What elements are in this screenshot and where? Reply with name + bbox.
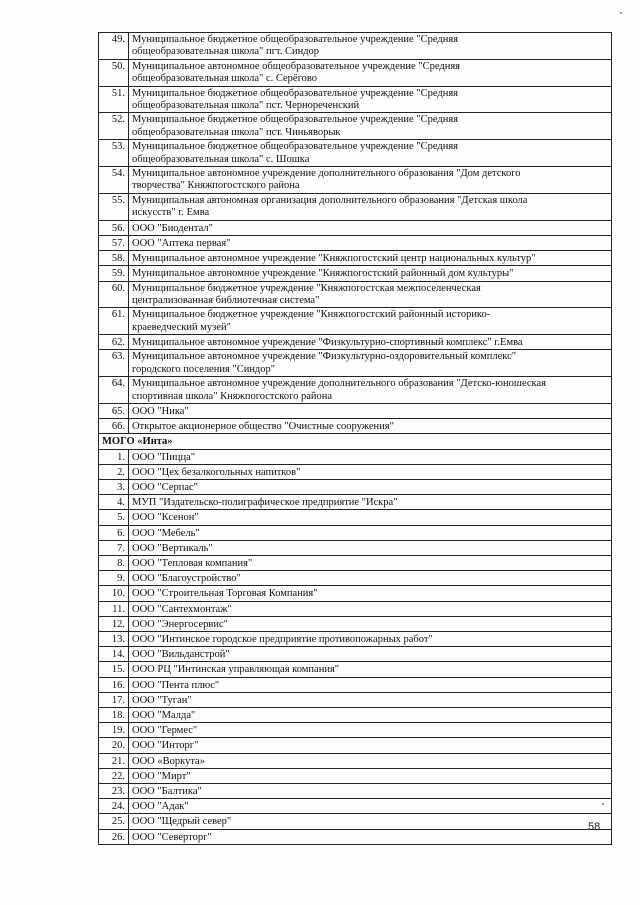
table-row: [99, 140, 611, 167]
row-number: 57.: [99, 236, 129, 250]
row-number: 23.: [99, 784, 129, 798]
scan-speck: [602, 803, 604, 805]
row-number: 11.: [99, 602, 129, 616]
table-row: [99, 678, 611, 693]
row-number: 56.: [99, 221, 129, 235]
section-header: МОГО «Инта»: [99, 434, 611, 449]
row-number: 62.: [99, 335, 129, 349]
organization-name: ООО "Интинское городское предприятие противопожарных работ": [132, 634, 433, 645]
row-number: 59.: [99, 266, 129, 280]
table-row: [99, 480, 611, 495]
table-row: [99, 33, 611, 60]
row-number: 65.: [99, 404, 129, 418]
organization-name: ООО "Ника": [132, 405, 189, 417]
organizations-table: [98, 32, 612, 845]
table-row: [99, 556, 611, 571]
page-number: 58: [588, 821, 601, 833]
organization-name: Муниципальное автономное учреждение "Физкультурно-спортивный комплекс" г.Емва: [132, 337, 523, 349]
table-row: [99, 617, 611, 632]
table-row: [99, 526, 611, 541]
organization-name: Открытое акционерное общество "Очистные сооружения": [132, 421, 394, 433]
row-number: 24.: [99, 799, 129, 813]
row-number: 61.: [99, 308, 129, 334]
row-number: 18.: [99, 708, 129, 722]
organization-name: ООО "Вильданстрой": [132, 649, 230, 661]
organization-name: Муниципальное бюджетное учреждение "Княжпогостская межпоселенческая централизованная библиотечная система": [132, 282, 481, 306]
row-number: 6.: [99, 526, 129, 540]
organization-name: ООО "Мирт": [132, 770, 191, 782]
table-row: [99, 830, 611, 845]
organization-name: ООО "Щедрый север": [132, 816, 232, 828]
row-number: 64.: [99, 377, 129, 403]
table-row: [99, 419, 611, 434]
table-row: [99, 404, 611, 419]
row-number: 1.: [99, 450, 129, 464]
organization-name: ООО "Ксенон": [132, 512, 199, 524]
organization-name: ООО РЦ "Интинская управляющая компания": [132, 664, 340, 676]
organization-name: ООО "Строительная Торговая Компания": [132, 588, 318, 600]
organization-name: Муниципальное бюджетное учреждение "Княжпогостский районный историко- краеведческий музей": [132, 309, 491, 333]
organization-name: ООО "Инторг": [132, 740, 199, 752]
row-number: 53.: [99, 140, 129, 166]
organization-name: ООО «Воркута»: [132, 755, 205, 767]
table-row: [99, 693, 611, 708]
organization-name: Муниципальное автономное общеобразовательное учреждение "Средняя общеобразовательная школа" с. Серёгово: [132, 60, 460, 85]
organization-name: ООО "Серпас": [132, 481, 198, 493]
row-number: 49.: [99, 33, 129, 59]
row-number: 13.: [99, 632, 129, 646]
row-number: 8.: [99, 556, 129, 570]
row-number: 25.: [99, 814, 129, 828]
row-number: 58.: [99, 251, 129, 265]
row-number: 10.: [99, 586, 129, 600]
table-row: [99, 335, 611, 350]
table-row: [99, 282, 611, 309]
organization-name: ООО "Пицца": [132, 451, 196, 463]
row-number: 5.: [99, 510, 129, 524]
row-number: 4.: [99, 495, 129, 509]
row-number: 54.: [99, 167, 129, 193]
table-row: [99, 251, 611, 266]
organization-name: ООО "Гермес": [132, 725, 198, 737]
organization-name: ООО "Вертикаль": [132, 542, 213, 554]
organization-name: ООО "Туган": [132, 694, 192, 706]
organization-name: ООО "Адак": [132, 801, 189, 813]
organization-name: Муниципальное автономное учреждение "Княжпогостский районный дом культуры": [132, 268, 514, 280]
table-row: [99, 236, 611, 251]
table-row: [99, 541, 611, 556]
organization-name: ООО "Северторг": [132, 831, 212, 843]
table-row: [99, 754, 611, 769]
row-number: 55.: [99, 194, 129, 220]
organization-name: Муниципальное бюджетное общеобразовательное учреждение "Средняя общеобразовательная школа" пгт. Синдор: [132, 34, 458, 58]
table-row: [99, 377, 611, 404]
table-row: [99, 87, 611, 114]
row-number: 3.: [99, 480, 129, 494]
row-number: 16.: [99, 678, 129, 692]
organization-name: ООО "Малда": [132, 710, 196, 722]
organization-name: Муниципальное автономное учреждение "Княжпогостский центр национальных культур": [132, 253, 536, 265]
row-number: 22.: [99, 769, 129, 783]
organization-name: ООО "Тепловая компания": [132, 557, 253, 569]
table-row: [99, 602, 611, 617]
row-number: 60.: [99, 282, 129, 308]
table-row: [99, 799, 611, 814]
organization-name: ООО "Биодентал": [132, 222, 213, 234]
table-row: [99, 113, 611, 140]
row-number: 63.: [99, 350, 129, 376]
organization-name: ООО "Благоустройство": [132, 573, 241, 585]
row-number: 20.: [99, 738, 129, 752]
row-number: 21.: [99, 754, 129, 768]
table-row: [99, 662, 611, 677]
table-row: [99, 167, 611, 194]
table-row: [99, 632, 611, 647]
row-number: 12.: [99, 617, 129, 631]
row-number: 51.: [99, 87, 129, 113]
organization-name: ООО "Энергосервис": [132, 618, 228, 630]
row-number: 50.: [99, 60, 129, 86]
organization-name: ООО "Цех безалкогольных напитков": [132, 466, 301, 478]
row-number: 66.: [99, 419, 129, 433]
organization-name: Муниципальное автономное учреждение "Физкультурно-оздоровительный комплекс" городского поселения "Синдор": [132, 351, 517, 375]
row-number: 19.: [99, 723, 129, 737]
table-row: [99, 266, 611, 281]
table-row: [99, 571, 611, 586]
table-row: [99, 708, 611, 723]
row-number: 7.: [99, 541, 129, 555]
table-row: [99, 465, 611, 480]
scan-speck: [620, 12, 622, 14]
table-row: [99, 814, 611, 829]
row-number: 15.: [99, 662, 129, 676]
organization-name: Муниципальное бюджетное общеобразовательное учреждение "Средняя общеобразовательная школа" пст. Чернореченский: [132, 87, 458, 112]
table-row: [99, 194, 611, 221]
table-row: [99, 784, 611, 799]
table-row: [99, 510, 611, 525]
organization-name: Муниципальное бюджетное общеобразовательное учреждение "Средняя общеобразовательная школа" пст. Чиньяворык: [132, 114, 458, 138]
table-row: [99, 647, 611, 662]
organization-name: Муниципальное автономное учреждение дополнительного образования "Дом детского творчества" Княжпогостского района: [132, 168, 521, 192]
table-row: [99, 769, 611, 784]
row-number: 26.: [99, 830, 129, 844]
table-row: [99, 60, 611, 87]
table-row: [99, 350, 611, 377]
row-number: 17.: [99, 693, 129, 707]
table-row: [99, 308, 611, 335]
row-number: 52.: [99, 113, 129, 139]
organization-name: ООО "Аптека первая": [132, 237, 231, 249]
organization-name: МУП "Издательско-полиграфическое предприятие "Искра": [132, 497, 398, 509]
organization-name: ООО "Мебель": [132, 527, 200, 539]
table-row: [99, 586, 611, 601]
organization-name: Муниципальное бюджетное общеобразовательное учреждение "Средняя общеобразовательная школа" с. Шошка: [132, 141, 458, 165]
row-number: 9.: [99, 571, 129, 585]
organization-name: ООО "Балтика": [132, 786, 202, 798]
organization-name: ООО "Сантехмонтаж": [132, 603, 232, 615]
table-row: [99, 723, 611, 738]
organization-name: ООО "Пента плюс": [132, 679, 220, 691]
table-row: [99, 221, 611, 236]
table-row: [99, 738, 611, 753]
row-number: 2.: [99, 465, 129, 479]
table-row: [99, 495, 611, 510]
row-number: 14.: [99, 647, 129, 661]
table-row: [99, 450, 611, 465]
organization-name: Муниципальное автономное учреждение дополнительного образования "Детско-юношеская спортивная школа" Княжпогостского района: [132, 378, 546, 402]
organization-name: Муниципальная автономная организация дополнительного образования "Детская школа искусств" г. Емва: [132, 194, 528, 219]
